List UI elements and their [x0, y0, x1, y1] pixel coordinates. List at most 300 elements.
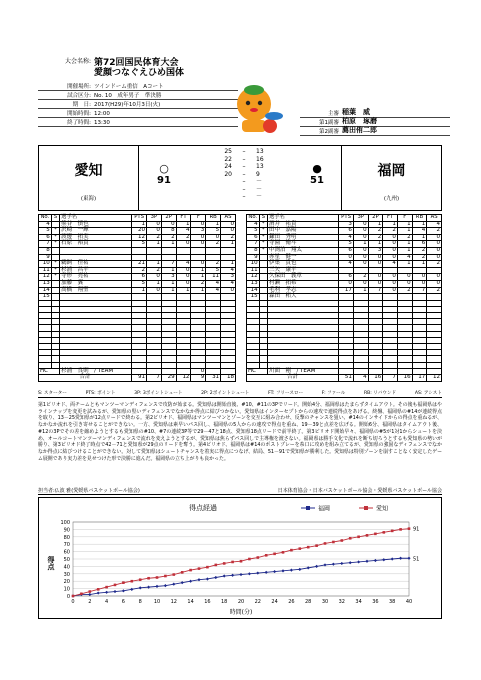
table-cell: 11: [39, 267, 52, 274]
data-point: [399, 557, 402, 560]
table-cell: *: [259, 241, 267, 248]
away-total: 51: [310, 175, 324, 186]
table-cell: 4: [383, 261, 398, 268]
table-cell: 4: [397, 254, 412, 261]
table-cell: 石原 裕貴: [60, 241, 132, 248]
away-loss-mark: ●: [312, 162, 322, 175]
home-team-region: (東海): [80, 196, 97, 202]
data-point: [281, 569, 284, 572]
start-time: 12:00: [94, 111, 110, 117]
table-cell: [259, 254, 267, 261]
stats-legend: [38, 390, 442, 398]
data-point: [315, 565, 318, 568]
table-cell: 0: [427, 280, 442, 287]
table-cell: 13: [247, 280, 260, 287]
data-point: [332, 541, 335, 544]
x-tick-label: 8: [138, 599, 142, 605]
period-row: [214, 193, 274, 201]
y-tick-label: 80: [63, 534, 70, 541]
table-row: [39, 241, 236, 248]
table-cell: 4: [176, 228, 191, 235]
period-row: [214, 171, 274, 179]
table-cell: 9: [39, 254, 52, 261]
table-cell: 5: [247, 228, 260, 235]
table-cell: 0: [353, 228, 368, 235]
column-header: PTS: [132, 215, 147, 222]
table-cell: 8: [247, 247, 260, 254]
table-cell: [397, 294, 412, 301]
table-cell: 14: [247, 287, 260, 294]
table-cell: 1: [191, 274, 206, 281]
table-cell: 0: [191, 221, 206, 228]
data-point: [181, 571, 184, 574]
table-cell: [132, 247, 147, 254]
period-home-score: 24: [224, 163, 232, 170]
data-point: [349, 561, 352, 564]
table-cell: [259, 267, 267, 274]
table-cell: 2: [206, 261, 221, 268]
data-point: [265, 554, 268, 557]
table-cell: 1: [412, 261, 427, 268]
venue: ツインドーム重信 Aコート: [94, 84, 164, 90]
table-cell: 12: [247, 274, 260, 281]
table-cell: *: [259, 228, 267, 235]
table-cell: 1: [147, 280, 162, 287]
start-label: 開始時間:: [67, 111, 91, 117]
data-point: [173, 573, 176, 576]
table-cell: 1: [397, 247, 412, 254]
column-header: FT: [383, 215, 398, 222]
data-point: [206, 577, 209, 580]
table-cell: 7: [39, 241, 52, 248]
table-cell: 1: [161, 280, 176, 287]
table-cell: [221, 247, 236, 254]
data-point: [131, 580, 134, 583]
x-tick-label: 22: [254, 599, 261, 605]
column-header: No.: [40, 214, 50, 220]
y-tick-label: 10: [63, 586, 70, 593]
data-point: [206, 566, 209, 569]
totals-cell: 12: [176, 375, 191, 382]
period-row: [214, 156, 274, 164]
away-stats-table: [246, 214, 442, 382]
data-point: [374, 559, 377, 562]
x-tick-label: 20: [237, 599, 245, 605]
home-team-name: 愛知: [74, 163, 103, 179]
match-row: [38, 91, 238, 100]
legend-label: 福岡: [318, 505, 331, 513]
table-cell: 7: [161, 261, 176, 268]
table-cell: 毛利 孝志: [267, 287, 338, 294]
table-cell: 村瀬 拓希: [267, 280, 338, 287]
x-tick-label: 32: [338, 599, 345, 605]
table-cell: 13: [39, 280, 52, 287]
table-cell: *: [51, 267, 59, 274]
official-role: 主審: [327, 111, 339, 117]
table-cell: 0: [353, 234, 368, 241]
table-cell: 2: [353, 274, 368, 281]
period-away-score: －: [256, 185, 263, 193]
period-separator: –: [242, 178, 246, 185]
table-cell: 2: [383, 228, 398, 235]
table-cell: 6: [339, 274, 354, 281]
table-cell: 0: [147, 287, 162, 294]
table-cell: 6: [339, 228, 354, 235]
data-point: [197, 578, 200, 581]
home-stats-table: [38, 214, 236, 382]
table-cell: 1: [412, 221, 427, 228]
data-point: [307, 566, 310, 569]
data-point: [105, 591, 108, 594]
table-cell: [412, 294, 427, 301]
score-box: [38, 145, 442, 211]
period-separator: –: [242, 185, 246, 193]
table-cell: 1: [132, 287, 147, 294]
data-point: [324, 542, 327, 545]
data-point: [97, 588, 100, 591]
column-header: F: [191, 215, 206, 222]
table-cell: 7: [247, 241, 260, 248]
table-cell: 0: [176, 274, 191, 281]
legend-item: 2P: 2ポイントシュート: [201, 391, 250, 396]
legend-item: F: ファール: [321, 391, 346, 396]
table-cell: 7: [368, 287, 383, 294]
data-point: [198, 567, 201, 570]
table-cell: [353, 294, 368, 301]
period-home-score: 22: [224, 155, 232, 163]
table-cell: 0: [339, 254, 354, 261]
table-cell: 1: [176, 221, 191, 228]
start-row: [38, 109, 238, 118]
totals-cell: 7: [147, 375, 162, 382]
table-cell: 0: [412, 274, 427, 281]
away-result: [297, 162, 337, 186]
table-cell: 1: [161, 287, 176, 294]
head-coach-row: [247, 368, 442, 375]
table-cell: [191, 294, 206, 301]
x-tick-label: 26: [288, 599, 295, 605]
table-cell: 高橋 翔聖: [60, 287, 132, 294]
y-tick-label: 40: [63, 564, 70, 571]
table-cell: 1: [353, 241, 368, 248]
y-tick-label: 0: [66, 594, 70, 600]
table-cell: 5: [132, 241, 147, 248]
table-cell: 0: [191, 261, 206, 268]
end-row: [38, 118, 238, 127]
data-point: [407, 557, 410, 560]
column-header: S: [259, 215, 267, 222]
table-cell: [259, 274, 267, 281]
table-cell: 2: [427, 287, 442, 294]
date-label: 期 日:: [72, 102, 91, 108]
tournament-row: [38, 58, 238, 68]
table-cell: 鵜飼 佳祐: [60, 261, 132, 268]
venue-row: [38, 82, 238, 91]
table-row: [39, 287, 236, 294]
home-total: 91: [157, 175, 171, 186]
table-cell: 8: [161, 228, 176, 235]
data-point: [248, 572, 251, 575]
column-header: 3P: [353, 215, 368, 222]
data-point: [189, 580, 192, 583]
data-point: [80, 592, 83, 595]
period-away-score: 9: [256, 170, 260, 178]
data-point: [256, 571, 259, 574]
table-cell: 中渕泊 翔太: [267, 247, 338, 254]
column-header: 選手名: [267, 215, 338, 222]
column-header: No.: [248, 214, 258, 220]
table-cell: *: [259, 247, 267, 254]
table-cell: 0: [383, 234, 398, 241]
x-axis-label: 時間(分): [229, 609, 253, 616]
table-cell: *: [51, 228, 59, 235]
table-cell: [427, 294, 442, 301]
table-cell: [206, 247, 221, 254]
totals-cell: 51: [339, 375, 354, 382]
data-point: [391, 530, 394, 533]
table-row: [39, 247, 236, 254]
away-team-panel: [341, 146, 441, 210]
y-tick-label: 60: [63, 549, 70, 556]
table-cell: *: [259, 234, 267, 241]
data-point: [181, 581, 184, 584]
table-cell: 20: [132, 228, 147, 235]
period-separator: –: [242, 193, 246, 200]
x-tick-label: 40: [405, 599, 413, 605]
game-summary: 第1ピリオド、両チームともマンツーマンディフェンスで攻防が始まる。愛知県は開始直後、#10、#11の3Pでリード。開始4分、福岡県はたまらずタイムアウト。その後も福岡県はやラインナップを変更を試みるが、愛知県の堅いディフェンスでなかなか得点に結びつかない。愛知県はインターセプトからの速攻で連続得点をあげる。終盤、福岡県の#14が連続得点を取り、13－25愛知県が12点リードで終わる。第2ピリオド、福岡県はマンツーマンとゾーンを交互に組み合わせ、反撃のチャンスを狙い、#14のインサイドからの得点を重ねるが、なかなか流れを引き寄せることができない。一方、愛知県は素早いパス回し、福岡県の5人からの速攻で得点を重ね、19－39と点差を広げる。開始6分、福岡県はタイムアウト後、#12の3Pでその差を縮めようとするも愛知県の#10、#7の連続3P等で29－47と18点、愛知県18点リードで前半終了。第3ピリオド開始早々、福岡県の#5が1対1からシュートを決め、オールコートマンツーマンディフェンスで流れを変えようとするが、愛知県は焦らずパス回しで主導権を渡さない。福岡県は勝手文化で流れを断ち切ろうとするも愛知県の勢いが勝り、第3ピリオド終了時点で42－71と愛知県が29点のリードを奪う。第4ピリオド、福岡県は#14のポストプレーを糸口に攻めを組み立てるが、愛知県の強固なディフェンスでなかなか得点に結びつけることができない。対して愛知県はシュートチャンスを着実に得点につなげ、結局、51－91で愛知県が勝利した。愛知県は特別ゾーンを崩すことなく安定したゲーム展開であり実力差を見せつけた形で決勝に進んだ。福岡県の立ち上がりも良かった。: [38, 402, 442, 462]
table-cell: 1: [368, 241, 383, 248]
end-label: 終了時間:: [67, 120, 91, 126]
official-name: 稲葉 威: [342, 108, 370, 116]
table-cell: *: [259, 221, 267, 228]
table-cell: 4: [339, 234, 354, 241]
table-cell: 6: [132, 274, 147, 281]
table-cell: 0: [176, 241, 191, 248]
match-label: 試合区分:: [67, 93, 91, 99]
table-cell: 3: [368, 247, 383, 254]
data-point: [113, 590, 116, 593]
table-cell: 3: [221, 274, 236, 281]
data-point: [147, 586, 150, 589]
table-cell: 6: [339, 247, 354, 254]
period-away-score: 13: [256, 148, 264, 155]
head-coach-row: [39, 368, 236, 375]
data-point: [122, 581, 125, 584]
totals-cell: 4: [353, 375, 368, 382]
table-cell: 1: [397, 261, 412, 268]
table-cell: [221, 294, 236, 301]
table-cell: 8: [39, 247, 52, 254]
table-cell: 1: [161, 241, 176, 248]
data-point: [299, 547, 302, 550]
table-cell: 伊集 貴也: [267, 261, 338, 268]
data-point: [155, 585, 158, 588]
mascot-logo: [222, 80, 284, 138]
table-cell: 4: [247, 221, 260, 228]
table-cell: 1: [221, 261, 236, 268]
table-cell: 1: [161, 267, 176, 274]
end-label: 51: [413, 556, 420, 563]
table-cell: 2: [368, 234, 383, 241]
table-cell: 11: [247, 267, 260, 274]
column-header: 3P: [147, 215, 162, 222]
column-header: AS: [221, 215, 236, 222]
table-cell: [259, 261, 267, 268]
table-cell: 0: [383, 254, 398, 261]
legend-item: RB: リバウンド: [363, 391, 397, 396]
y-tick-label: 20: [63, 579, 70, 586]
table-cell: 0: [176, 267, 191, 274]
table-cell: 6: [39, 234, 52, 241]
totals-row: [247, 375, 442, 382]
table-cell: 17: [339, 287, 354, 294]
match: No. 10 成年男子 準決勝: [94, 93, 162, 99]
period-home-score: 20: [224, 170, 232, 178]
table-cell: 沢崎 一輝: [60, 228, 132, 235]
data-point: [172, 583, 175, 586]
table-cell: 0: [147, 221, 162, 228]
table-cell: [259, 294, 267, 301]
data-point: [382, 558, 385, 561]
x-tick-label: 18: [221, 599, 228, 605]
table-cell: 久保田 義章: [267, 274, 338, 281]
y-tick-label: 100: [60, 520, 70, 526]
table-cell: 2: [427, 228, 442, 235]
data-point: [231, 561, 234, 564]
data-point: [139, 586, 142, 589]
table-cell: [60, 294, 132, 301]
data-point: [273, 553, 276, 556]
table-cell: 21: [132, 261, 147, 268]
data-point: [282, 551, 285, 554]
table-cell: 0: [397, 280, 412, 287]
table-cell: 0: [147, 228, 162, 235]
table-cell: 2: [176, 234, 191, 241]
end-label: 91: [413, 526, 420, 533]
tournament-name-1: 第72回国民体育大会: [94, 58, 179, 68]
totals-cell: 31: [206, 375, 221, 382]
period-scores: [214, 148, 274, 201]
table-cell: 0: [221, 221, 236, 228]
table-cell: 0: [353, 280, 368, 287]
table-cell: 0: [383, 241, 398, 248]
data-point: [105, 586, 108, 589]
table-cell: 1: [353, 287, 368, 294]
x-tick-label: 12: [170, 599, 177, 605]
totals-cell: 17: [412, 375, 427, 382]
table-cell: 2: [397, 287, 412, 294]
totals-row: [39, 375, 236, 382]
official-role: 第1副審: [319, 120, 339, 126]
column-header: RB: [412, 215, 427, 222]
table-cell: 1: [132, 221, 147, 228]
table-cell: 0: [368, 274, 383, 281]
table-cell: [368, 294, 383, 301]
table-cell: 0: [368, 280, 383, 287]
data-point: [357, 536, 360, 539]
data-point: [248, 558, 251, 561]
table-cell: 6: [412, 241, 427, 248]
table-cell: 11: [206, 274, 221, 281]
end-time: 13:30: [94, 120, 110, 126]
table-cell: 0: [339, 280, 354, 287]
data-point: [223, 574, 226, 577]
data-point: [89, 590, 92, 593]
table-cell: 7: [412, 287, 427, 294]
table-cell: 0: [353, 254, 368, 261]
table-cell: 1: [191, 287, 206, 294]
tournament-row-2: [38, 68, 238, 78]
data-point: [366, 534, 369, 537]
table-cell: [147, 247, 162, 254]
table-cell: 5: [206, 228, 221, 235]
table-cell: *: [51, 261, 59, 268]
y-tick-label: 50: [63, 557, 70, 563]
legend-item: 3P: 3ポイントシュート: [134, 391, 183, 396]
data-point: [357, 560, 360, 563]
period-separator: –: [242, 148, 246, 155]
table-cell: 熊谷 慎也: [60, 221, 132, 228]
data-point: [164, 575, 167, 578]
table-cell: [206, 294, 221, 301]
table-cell: 4: [206, 287, 221, 294]
period-row: [214, 178, 274, 186]
table-cell: 0: [368, 254, 383, 261]
footer: [38, 487, 442, 495]
table-cell: *: [51, 234, 59, 241]
table-cell: 1: [147, 241, 162, 248]
hc-name: 川面 剛 / TEAM: [267, 368, 338, 375]
table-cell: 0: [221, 228, 236, 235]
reporter: 担当者:仏波 雅(愛媛県バスケットボール協会): [38, 488, 140, 494]
table-cell: [259, 287, 267, 294]
table-cell: 4: [176, 261, 191, 268]
data-point: [88, 593, 91, 596]
period-home-score: 25: [224, 148, 232, 155]
legend-marker: [306, 506, 310, 510]
data-point: [122, 589, 125, 592]
official-row: [300, 127, 450, 136]
x-tick-label: 34: [355, 599, 362, 605]
x-tick-label: 30: [321, 599, 329, 605]
table-cell: 5: [339, 241, 354, 248]
table-cell: [147, 294, 162, 301]
table-cell: 渡邊 拓実: [60, 234, 132, 241]
totals-cell: 91: [132, 375, 147, 382]
x-tick-label: 10: [153, 599, 161, 605]
table-cell: 0: [427, 234, 442, 241]
table-cell: 1: [383, 221, 398, 228]
column-header: FT: [176, 215, 191, 222]
table-cell: 0: [427, 254, 442, 261]
table-cell: [161, 247, 176, 254]
x-tick-label: 6: [121, 599, 125, 605]
table-cell: 6: [247, 234, 260, 241]
table-cell: 寺形 亮祐: [60, 274, 132, 281]
table-cell: [60, 247, 132, 254]
period-separator: –: [242, 155, 246, 163]
table-cell: 4: [221, 267, 236, 274]
legend-item: AS: アシスト: [414, 391, 442, 396]
data-point: [374, 533, 377, 536]
table-cell: 森田 柘大: [267, 294, 338, 301]
period-separator: –: [242, 163, 246, 170]
totals-cell: 16: [397, 375, 412, 382]
data-point: [223, 562, 226, 565]
data-point: [189, 569, 192, 572]
totals-cell: 9: [191, 375, 206, 382]
table-cell: 3: [161, 274, 176, 281]
